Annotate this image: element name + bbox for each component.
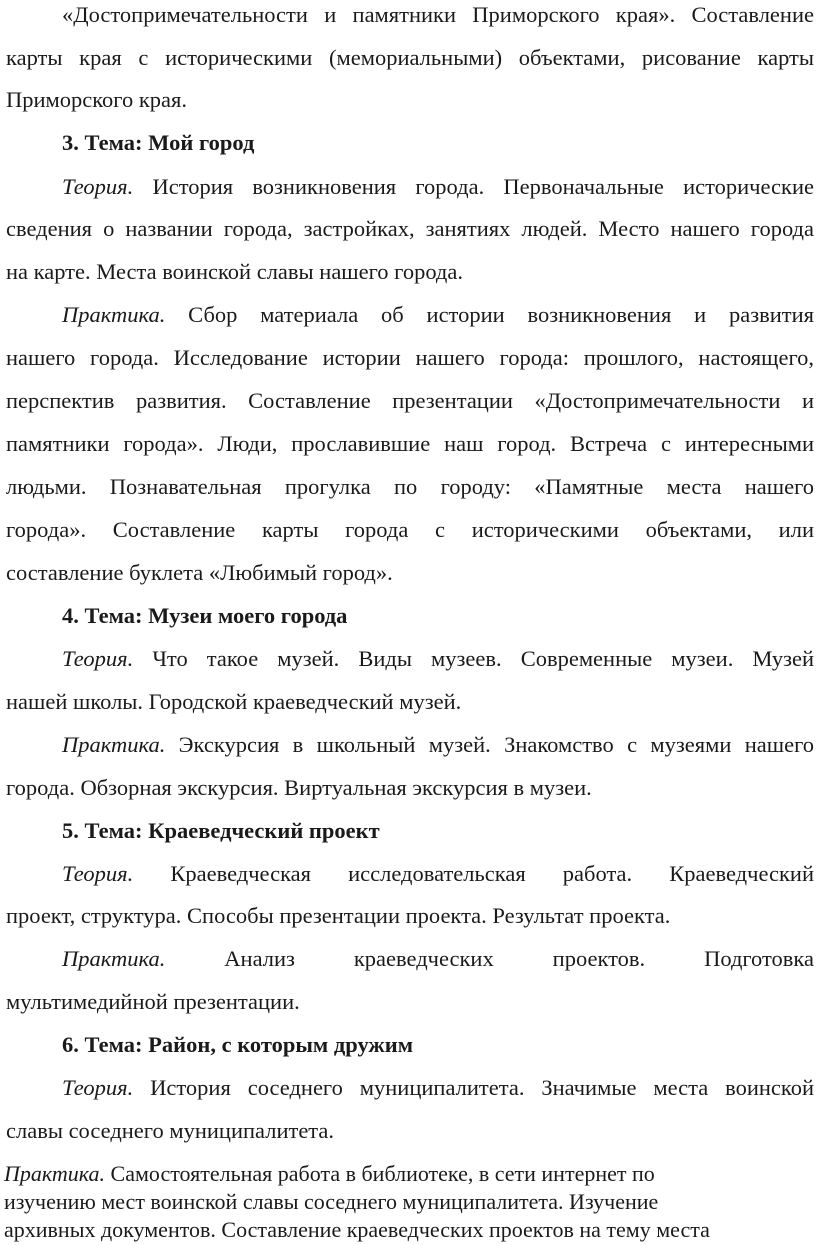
theory-text: Что такое музей. Виды музеев. Современные музеи. Музей: [152, 646, 815, 671]
theory-line: [62, 1075, 814, 1101]
practice-line: [4, 1161, 794, 1187]
paragraph-line: на карте. Места воинской славы нашего города.: [6, 259, 463, 284]
theory-text: История возникновения города. Первоначальные исторические: [152, 174, 814, 199]
section-heading-4: 4. Тема: Музеи моего города: [62, 603, 348, 628]
paragraph-line: славы соседнего муниципалитета.: [6, 1118, 335, 1143]
section-heading-6: 6. Тема: Район, с которым дружим: [62, 1032, 414, 1057]
paragraph-line: нашей школы. Городской краеведческий музей.: [6, 689, 462, 714]
practice-text: Экскурсия в школьный музей. Знакомство с музеями нашего: [178, 732, 814, 757]
paragraph-line: карты края с историческими (мемориальными) объектами, рисование карты: [6, 45, 814, 70]
theory-label: Теория.: [62, 174, 134, 199]
paragraph-line: Приморского края.: [6, 87, 187, 112]
paragraph-line: изучению мест воинской славы соседнего муниципалитета. Изучение: [4, 1189, 659, 1214]
theory-label: Теория.: [62, 1075, 134, 1100]
practice-label: Практика.: [62, 732, 166, 757]
paragraph-line: архивных документов. Составление краеведческих проектов на тему места: [4, 1217, 710, 1242]
theory-text: Краеведческая исследовательская работа. Краеведческий: [170, 861, 814, 886]
practice-label: Практика.: [62, 946, 166, 971]
paragraph-line: памятники города». Люди, прославившие наш город. Встреча с интересными: [6, 431, 814, 456]
paragraph-line: составление буклета «Любимый город».: [6, 560, 393, 585]
theory-line: [62, 861, 814, 887]
paragraph-line: города». Составление карты города с историческими объектами, или: [6, 517, 814, 542]
paragraph-line: мультимедийной презентации.: [6, 989, 300, 1014]
section-heading-3: 3. Тема: Мой город: [62, 130, 255, 155]
practice-text: Анализ краеведческих проектов. Подготовка: [224, 946, 814, 971]
paragraph-line: сведения о названии города, застройках, занятиях людей. Место нашего города: [6, 216, 814, 241]
theory-text: История соседнего муниципалитета. Значимые места воинской: [150, 1075, 814, 1100]
paragraph-line: города. Обзорная экскурсия. Виртуальная экскурсия в музеи.: [6, 775, 592, 800]
theory-label: Теория.: [62, 861, 134, 886]
practice-line: [62, 302, 814, 328]
practice-text: Сбор материала об истории возникновения и развития: [188, 302, 815, 327]
practice-line: [62, 732, 814, 758]
practice-label: Практика.: [62, 302, 166, 327]
paragraph-line: «Достопримечательности и памятники Приморского края». Составление: [62, 2, 814, 27]
paragraph-line: перспектив развития. Составление презентации «Достопримечательности и: [6, 388, 814, 413]
theory-line: [62, 646, 814, 672]
paragraph-line: нашего города. Исследование истории нашего города: прошлого, настоящего,: [6, 345, 814, 370]
theory-label: Теория.: [62, 646, 134, 671]
paragraph-line: проект, структура. Способы презентации проекта. Результат проекта.: [6, 903, 671, 928]
practice-line: [62, 946, 814, 972]
paragraph-line: людьми. Познавательная прогулка по городу: «Памятные места нашего: [6, 474, 814, 499]
practice-label: Практика.: [4, 1161, 106, 1186]
theory-line: [62, 174, 814, 200]
section-heading-5: 5. Тема: Краеведческий проект: [62, 818, 380, 843]
practice-text: Самостоятельная работа в библиотеке, в сети интернет по: [110, 1161, 655, 1186]
